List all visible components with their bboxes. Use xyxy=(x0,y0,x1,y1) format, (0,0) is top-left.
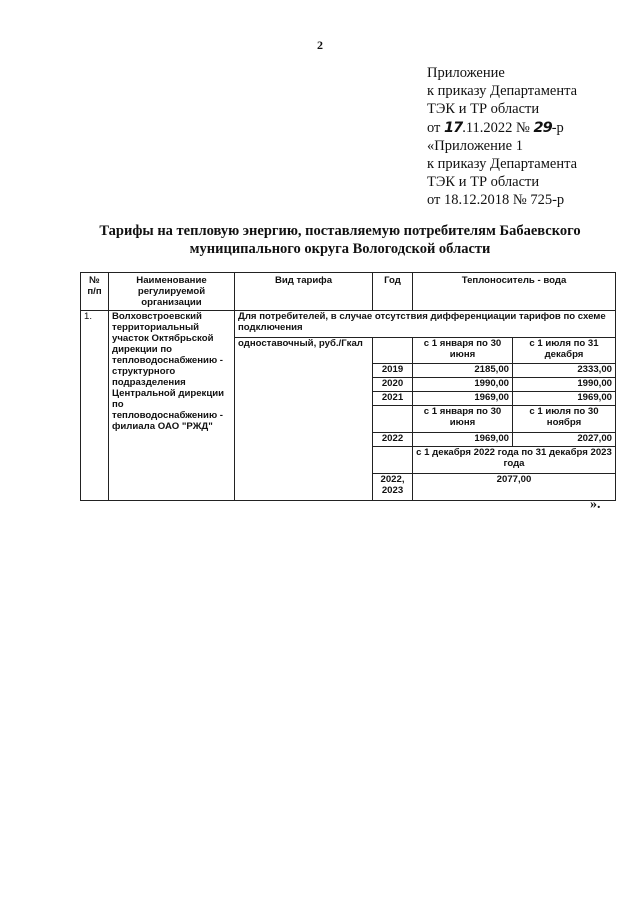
consumers-note: Для потребителей, в случае отсутствия дифференциации тарифов по схеме подключения xyxy=(235,311,616,338)
title-line: муниципального округа Вологодской области xyxy=(189,241,491,257)
period-header: с 1 декабря 2022 года по 31 декабря 2023 года xyxy=(413,447,616,474)
period-header: с 1 января по 30 июня xyxy=(413,406,513,433)
value-cell: 1969,00 xyxy=(413,392,513,406)
year-cell: 2021 xyxy=(373,392,413,406)
appendix-line: «Приложение 1 xyxy=(427,137,523,154)
value-cell: 2027,00 xyxy=(513,433,616,447)
closing-quote: ». xyxy=(590,497,601,512)
order-suffix: -р xyxy=(551,119,564,136)
table-row xyxy=(81,311,616,338)
order-prefix: от xyxy=(427,119,441,136)
year-cell: 2020 xyxy=(373,378,413,392)
handwritten-day: 17 xyxy=(444,119,463,136)
value-cell: 2185,00 xyxy=(413,364,513,378)
appendix-line: ТЭК и ТР области xyxy=(427,174,540,191)
value-cell: 1990,00 xyxy=(413,378,513,392)
row-number: 1. xyxy=(81,311,109,501)
tariff-table xyxy=(80,272,616,501)
appendix-line: ТЭК и ТР области xyxy=(427,101,540,118)
table-header-row xyxy=(81,273,616,311)
appendix-line: Приложение xyxy=(427,65,505,81)
year-cell: 2019 xyxy=(373,364,413,378)
year-cell: 2022 xyxy=(373,433,413,447)
year-cell: 2022, 2023 xyxy=(373,474,413,501)
tariff-type: одноставочный, руб./Гкал xyxy=(235,338,373,501)
order-date-line xyxy=(427,119,577,137)
value-cell: 2077,00 xyxy=(413,474,616,501)
year-cell xyxy=(373,406,413,433)
appendix-line: к приказу Департамента xyxy=(427,156,578,173)
appendix-line: от 18.12.2018 № 725-р xyxy=(427,192,565,209)
header-carrier: Теплоноситель - вода xyxy=(413,273,616,311)
appendix-header xyxy=(427,64,577,210)
header-org: Наименование регулируемой организации xyxy=(109,273,235,311)
period-header: с 1 июля по 31 декабря xyxy=(513,338,616,364)
period-header: с 1 июля по 30 ноября xyxy=(513,406,616,433)
appendix-line: к приказу Департамента xyxy=(427,83,578,100)
period-header: с 1 января по 30 июня xyxy=(413,338,513,364)
org-name: Волховстроевский территориальный участок Октябрьской дирекции по тепловодоснабжению - структурного подразделения Центральной дирекции по тепловодоснабжению - филиала ОАО "РЖД" xyxy=(109,311,235,501)
value-cell: 1969,00 xyxy=(513,392,616,406)
year-cell xyxy=(373,447,413,474)
title-line: Тарифы на тепловую энергию, поставляемую потребителям Бабаевского xyxy=(99,223,581,239)
value-cell: 1990,00 xyxy=(513,378,616,392)
year-cell xyxy=(373,338,413,364)
handwritten-number: 29 xyxy=(533,119,552,136)
tariff-table-wrap xyxy=(80,272,616,501)
document-title xyxy=(60,222,620,258)
header-num: № п/п xyxy=(81,273,109,311)
header-type: Вид тарифа xyxy=(235,273,373,311)
order-month-year: .11.2022 № xyxy=(462,119,530,136)
header-year: Год xyxy=(373,273,413,311)
value-cell: 2333,00 xyxy=(513,364,616,378)
page-number: 2 xyxy=(317,38,323,52)
value-cell: 1969,00 xyxy=(413,433,513,447)
